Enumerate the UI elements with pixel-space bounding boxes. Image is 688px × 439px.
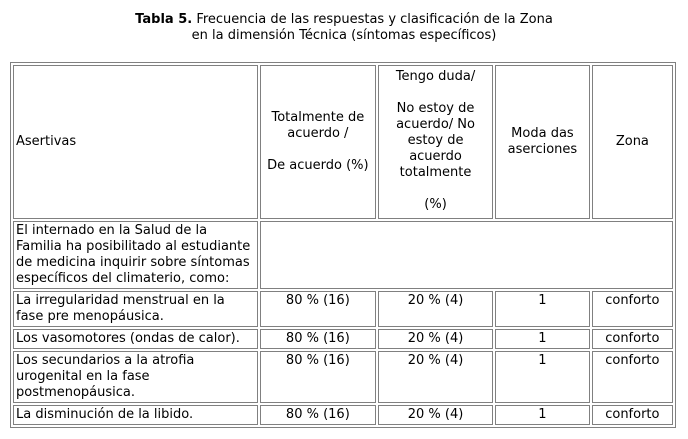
header-duda-line-2: No estoy de acuerdo/ No estoy de acuerdo totalmente bbox=[396, 101, 475, 180]
header-zona: Zona bbox=[592, 65, 673, 219]
header-asertivas: Asertivas bbox=[13, 65, 258, 219]
row-zona: conforto bbox=[592, 329, 673, 349]
caption-line-2: en la dimensión Técnica (síntomas específicos) bbox=[191, 28, 497, 43]
row-duda: 20 % (4) bbox=[378, 329, 493, 349]
header-moda: Moda das aserciones bbox=[495, 65, 590, 219]
row-zona: conforto bbox=[592, 351, 673, 403]
row-acuerdo: 80 % (16) bbox=[260, 351, 376, 403]
row-asertiva: La disminución de la libido. bbox=[13, 405, 258, 425]
row-asertiva: Los secundarios a la atrofia urogenital en la fase postmenopáusica. bbox=[13, 351, 258, 403]
header-acuerdo bbox=[260, 65, 376, 219]
intro-text: El internado en la Salud de la Familia ha posibilitado al estudiante de medicina inquirir sobre síntomas específicos del climaterio, como: bbox=[13, 221, 258, 289]
row-moda: 1 bbox=[495, 329, 590, 349]
header-acuerdo-line-2: De acuerdo (%) bbox=[267, 158, 369, 173]
row-asertiva: Los vasomotores (ondas de calor). bbox=[13, 329, 258, 349]
table-row bbox=[13, 291, 673, 327]
header-duda-line-3: (%) bbox=[424, 197, 447, 212]
caption-label: Tabla 5. bbox=[135, 12, 193, 27]
row-moda: 1 bbox=[495, 405, 590, 425]
row-duda: 20 % (4) bbox=[378, 405, 493, 425]
row-acuerdo: 80 % (16) bbox=[260, 329, 376, 349]
header-row bbox=[13, 65, 673, 219]
header-duda bbox=[378, 65, 493, 219]
row-duda: 20 % (4) bbox=[378, 291, 493, 327]
table-row bbox=[13, 329, 673, 349]
header-duda-line-1: Tengo duda/ bbox=[395, 69, 476, 84]
intro-row bbox=[13, 221, 673, 289]
table-caption bbox=[0, 12, 688, 44]
row-duda: 20 % (4) bbox=[378, 351, 493, 403]
row-moda: 1 bbox=[495, 291, 590, 327]
results-table bbox=[10, 62, 676, 428]
row-acuerdo: 80 % (16) bbox=[260, 405, 376, 425]
row-zona: conforto bbox=[592, 405, 673, 425]
row-moda: 1 bbox=[495, 351, 590, 403]
intro-empty-cell bbox=[260, 221, 673, 289]
caption-title: Frecuencia de las respuestas y clasificación de la Zona bbox=[192, 12, 553, 27]
caption-line-1 bbox=[0, 12, 688, 28]
header-acuerdo-line-1: Totalmente de acuerdo / bbox=[271, 110, 365, 141]
table-row bbox=[13, 405, 673, 425]
table-row bbox=[13, 351, 673, 403]
row-zona: conforto bbox=[592, 291, 673, 327]
row-acuerdo: 80 % (16) bbox=[260, 291, 376, 327]
row-asertiva: La irregularidad menstrual en la fase pre menopáusica. bbox=[13, 291, 258, 327]
